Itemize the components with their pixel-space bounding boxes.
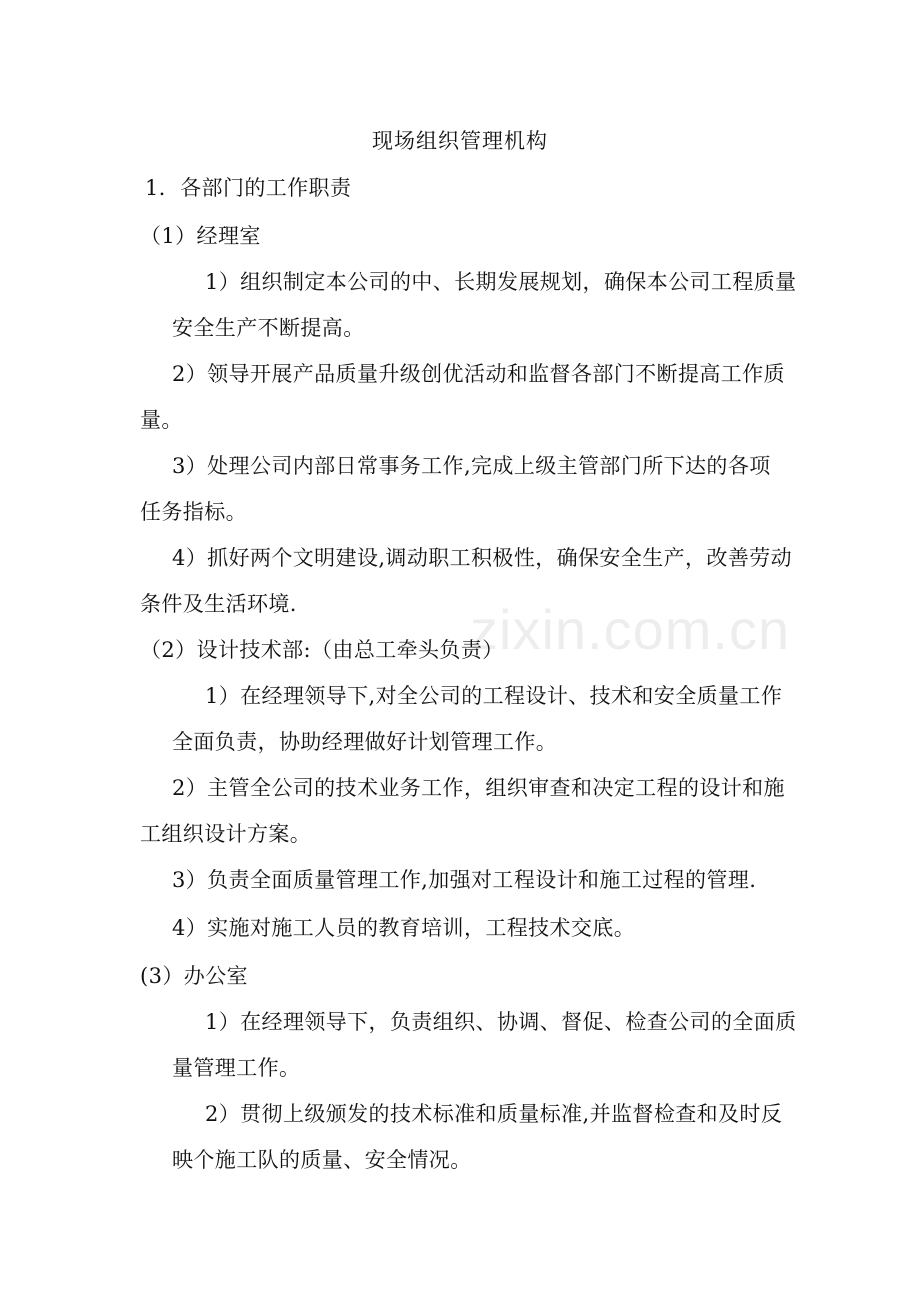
paragraph-line: 2）主管全公司的技术业务工作，组织审查和决定工程的设计和施 — [172, 776, 785, 800]
paragraph-line: 全面负责，协助经理做好计划管理工作。 — [172, 730, 558, 754]
watermark: zixin.com.cn — [470, 598, 791, 661]
paragraph-line: 1）在经理领导下，负责组织、协调、督促、检查公司的全面质 — [205, 1010, 797, 1034]
paragraph-line: 量管理工作。 — [172, 1056, 301, 1080]
paragraph-line: 2）贯彻上级颁发的技术标准和质量标准,并监督检查和及时反 — [205, 1102, 783, 1126]
dept-heading-design-tech: （2）设计技术部:（由总工牵头负责） — [140, 638, 504, 662]
paragraph-line: 3）负责全面质量管理工作,加强对工程设计和施工过程的管理. — [172, 868, 757, 892]
section-heading: 1．各部门的工作职责 — [145, 176, 352, 200]
paragraph-line: 工组织设计方案。 — [140, 822, 312, 846]
paragraph-line: 安全生产不断提高。 — [172, 316, 365, 340]
paragraph-line: 1）在经理领导下,对全公司的工程设计、技术和安全质量工作 — [205, 684, 783, 708]
dept-heading-office: (3）办公室 — [140, 964, 248, 988]
paragraph-line: 量。 — [140, 408, 183, 432]
paragraph-line: 3）处理公司内部日常事务工作,完成上级主管部门所下达的各项 — [172, 454, 771, 478]
paragraph-line: 4）抓好两个文明建设,调动职工积极性，确保安全生产，改善劳动 — [172, 546, 793, 570]
paragraph-line: 4）实施对施工人员的教育培训，工程技术交底。 — [172, 916, 636, 940]
paragraph-line: 2）领导开展产品质量升级创优活动和监督各部门不断提高工作质 — [172, 362, 785, 386]
page-title: 现场组织管理机构 — [372, 129, 548, 153]
paragraph-line: 任务指标。 — [140, 500, 247, 524]
paragraph-line: 条件及生活环境. — [140, 592, 297, 616]
paragraph-line: 映个施工队的质量、安全情况。 — [172, 1148, 472, 1172]
dept-heading-manager-office: （1）经理室 — [140, 224, 261, 248]
paragraph-line: 1）组织制定本公司的中、长期发展规划，确保本公司工程质量 — [205, 270, 797, 294]
